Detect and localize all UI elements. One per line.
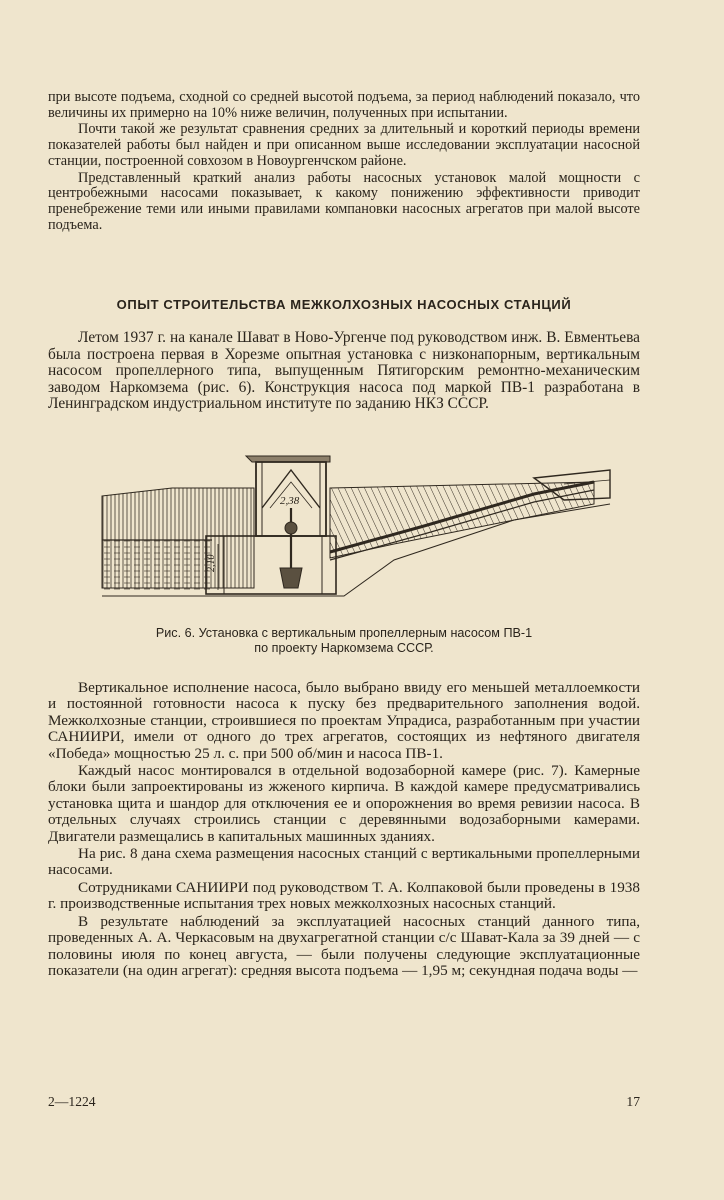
- paragraph-5: Вертикальное исполнение насоса, было выбрано ввиду его меньшей металлоемкости и постоянной готовности насоса к пуску без предварительного заполнения водой. Межколхозные станции, строившиеся по проектам Упрадиса, разработанным при участии САНИИРИ, имели от одного до трех агрегатов, состоящих из нефтяного двигателя «Победа» мощностью 25 л. с. при 500 об/мин и насоса ПВ-1.: [48, 679, 640, 762]
- figure-label-top: 2,38: [280, 495, 300, 507]
- figure-caption-line-2: по проекту Наркомзема СССР.: [254, 641, 434, 655]
- paragraph-block-middle: [48, 330, 640, 413]
- pump-installation-figure: [94, 448, 614, 620]
- paragraph-9: В результате наблюдений за эксплуатацией насосных станций данного типа, проведенных А. А. Черкасовым на двухагрегатной станции с/с Шават-Кала за 39 дней — с половины июля по конец августа, — были получены следующие эксплуатационные показатели (на один агрегат): средняя высота подъема — 1,95 м; секундная подача воды —: [48, 912, 640, 979]
- paragraph-8: Сотрудниками САНИИРИ под руководством Т. А. Колпаковой были проведены в 1938 г. производственные испытания трех новых межколхозных насосных станций.: [48, 878, 640, 913]
- paragraph-6: Каждый насос монтировался в отдельной водозаборной камере (рис. 7). Камерные блоки были запроектированы из жженого кирпича. В каждой камере предусматривались установка щита и шандор для отключения ее и опорожнения во время ревизии насоса. В отдельных случаях строились станции с деревянными водозаборными камерами. Двигатели размещались в капитальных машинных зданиях.: [48, 762, 640, 845]
- paragraph-2: Почти такой же результат сравнения средних за длительный и короткий периоды времени показателей работы был найден и при описанном выше исследовании эксплуатации насосной станции, построенной совхозом в Новоургенчском районе.: [48, 121, 640, 169]
- paragraph-4: Летом 1937 г. на канале Шават в Ново-Ургенче под руководством инж. В. Евментьева была построена первая в Хорезме опытная установка с низконапорным, вертикальным насосом пропеллерного типа, выпущенным Пятигорским ремонтно-механическим заводом Наркомзема (рис. 6). Конструкция насоса под маркой ПВ-1 разработана в Ленинградском индустриальном институте по заданию НКЗ СССР.: [48, 329, 640, 413]
- printer-signature: 2—1224: [48, 1094, 96, 1109]
- page-footer: [48, 1094, 640, 1110]
- paragraph-block-top: [48, 90, 640, 233]
- paragraph-7: На рис. 8 дана схема размещения насосных станций с вертикальными пропеллерными насосами.: [48, 845, 640, 879]
- figure-label-left: 2,10: [206, 554, 217, 572]
- figure-caption-line-1: Рис. 6. Установка с вертикальным пропеллерным насосом ПВ-1: [155, 626, 533, 640]
- page-number: 17: [626, 1094, 640, 1109]
- figure-caption: [48, 626, 640, 656]
- section-heading: ОПЫТ СТРОИТЕЛЬСТВА МЕЖКОЛХОЗНЫХ НАСОСНЫХ СТАНЦИЙ: [116, 297, 572, 312]
- paragraph-1: при высоте подъема, сходной со средней высотой подъема, за период наблюдений показало, что величины их примерно на 10% ниже величин, полученных при испытании.: [48, 89, 640, 121]
- paragraph-block-bottom: [48, 680, 640, 979]
- paragraph-3: Представленный краткий анализ работы насосных установок малой мощности с центробежными насосами показывает, к какому понижению эффективности приводит пренебрежение теми или иными правилами компановки насосных агрегатов при малой высоте подъема.: [48, 169, 640, 233]
